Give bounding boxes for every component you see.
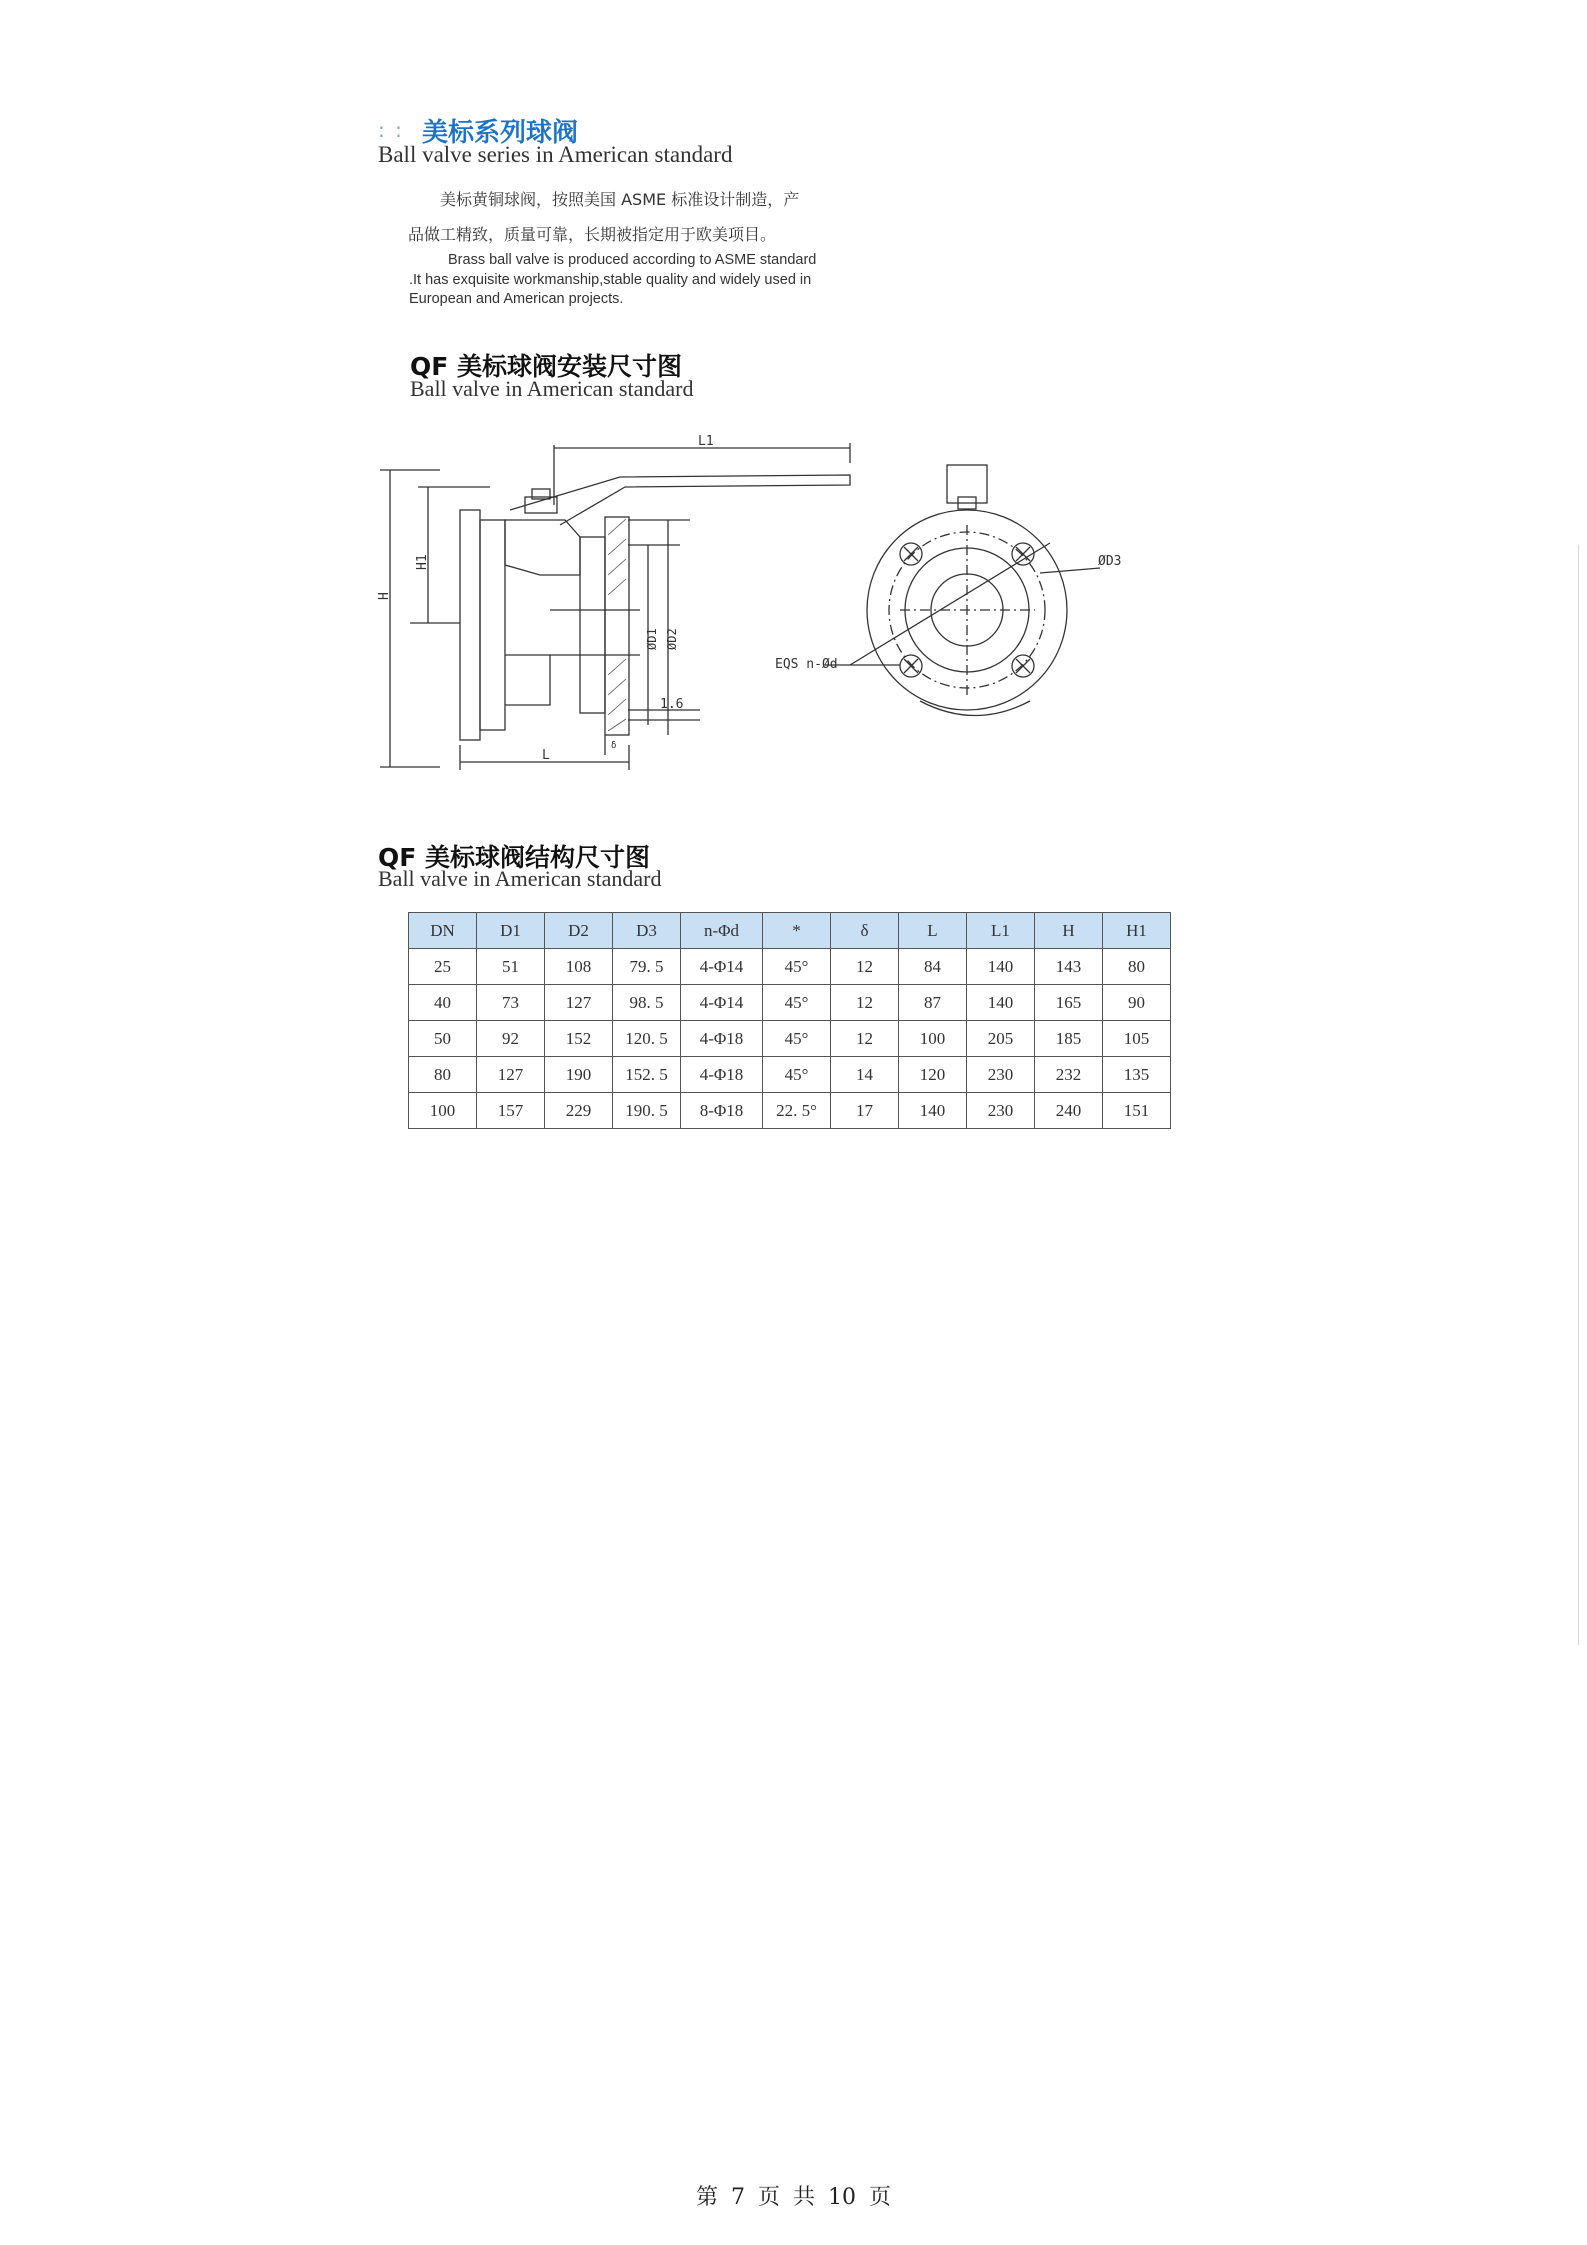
cell: 80 [409, 1057, 477, 1093]
cell: 4-Φ18 [681, 1057, 763, 1093]
header-d3: D3 [613, 913, 681, 949]
cell: 45° [763, 985, 831, 1021]
cell: 185 [1035, 1021, 1103, 1057]
cell: 190 [545, 1057, 613, 1093]
cell: 92 [477, 1021, 545, 1057]
intro-en-line-2: .It has exquisite workmanship,stable quality and widely used in [409, 272, 812, 288]
cell: 100 [899, 1021, 967, 1057]
label-h1: H1 [415, 554, 430, 570]
valve-installation-drawing [377, 425, 1150, 785]
cell: 140 [899, 1093, 967, 1129]
install-section-title: QF 美标球阀安装尺寸图 [410, 352, 683, 381]
cell: 120. 5 [613, 1021, 681, 1057]
label-eqs: EQS n-Ød [775, 657, 838, 672]
header-l: L [899, 913, 967, 949]
cell: 4-Φ18 [681, 1021, 763, 1057]
cell: 240 [1035, 1093, 1103, 1129]
label-h: H [377, 592, 392, 600]
cell: 45° [763, 1021, 831, 1057]
cell: 190. 5 [613, 1093, 681, 1129]
cell: 45° [763, 949, 831, 985]
cell: 127 [477, 1057, 545, 1093]
cell: 87 [899, 985, 967, 1021]
structure-section-subtitle: Ball valve in American standard [378, 866, 662, 891]
header-l1: L1 [967, 913, 1035, 949]
label-l1: L1 [698, 434, 714, 449]
cell: 229 [545, 1093, 613, 1129]
dimension-table [408, 912, 1171, 1129]
cell: 51 [477, 949, 545, 985]
cell: 4-Φ14 [681, 949, 763, 985]
intro-cn-line-2: 品做工精致，质量可靠，长期被指定用于欧美项目。 [408, 225, 777, 244]
cell: 73 [477, 985, 545, 1021]
header-dots: : : [378, 118, 404, 142]
page-number-footer: 第 7 页 共 10 页 [696, 2185, 891, 2210]
header-delta: δ [831, 913, 899, 949]
cell: 40 [409, 985, 477, 1021]
cell: 22. 5° [763, 1093, 831, 1129]
cell: 17 [831, 1093, 899, 1129]
cell: 8-Φ18 [681, 1093, 763, 1129]
header-d1: D1 [477, 913, 545, 949]
cell: 152. 5 [613, 1057, 681, 1093]
header-dn: DN [409, 913, 477, 949]
cell: 12 [831, 985, 899, 1021]
cell: 135 [1103, 1057, 1171, 1093]
header-title-cn: 美标系列球阀 [422, 118, 579, 148]
table-row [409, 985, 1171, 1021]
cell: 140 [967, 949, 1035, 985]
header-angle: * [763, 913, 831, 949]
cell: 105 [1103, 1021, 1171, 1057]
cell: 120 [899, 1057, 967, 1093]
cell: 108 [545, 949, 613, 985]
header-h1: H1 [1103, 913, 1171, 949]
cell: 230 [967, 1057, 1035, 1093]
install-section-subtitle: Ball valve in American standard [410, 376, 694, 401]
cell: 80 [1103, 949, 1171, 985]
cell: 12 [831, 949, 899, 985]
cell: 205 [967, 1021, 1035, 1057]
cell: 165 [1035, 985, 1103, 1021]
cell: 157 [477, 1093, 545, 1129]
label-l: L [542, 748, 550, 763]
header-d2: D2 [545, 913, 613, 949]
cell: 79. 5 [613, 949, 681, 985]
intro-cn-line-1: 美标黄铜球阀，按照美国 ASME 标准设计制造，产 [440, 190, 800, 209]
cell: 230 [967, 1093, 1035, 1129]
intro-en-line-3: European and American projects. [409, 291, 624, 307]
cell: 84 [899, 949, 967, 985]
table-header-row [409, 913, 1171, 949]
cell: 50 [409, 1021, 477, 1057]
cell: 4-Φ14 [681, 985, 763, 1021]
cell: 12 [831, 1021, 899, 1057]
cell: 25 [409, 949, 477, 985]
label-d1: ØD1 [645, 628, 659, 650]
cell: 45° [763, 1057, 831, 1093]
cell: 151 [1103, 1093, 1171, 1129]
cell: 143 [1035, 949, 1103, 985]
cell: 152 [545, 1021, 613, 1057]
cell: 100 [409, 1093, 477, 1129]
label-d3: ØD3 [1098, 554, 1122, 569]
intro-en-line-1: Brass ball valve is produced according to ASME standard [448, 252, 817, 268]
header-h: H [1035, 913, 1103, 949]
page-edge-line [1578, 545, 1579, 1645]
cell: 232 [1035, 1057, 1103, 1093]
header-n-d: n-Φd [681, 913, 763, 949]
cell: 127 [545, 985, 613, 1021]
cell: 14 [831, 1057, 899, 1093]
table-row [409, 1021, 1171, 1057]
table-row [409, 1093, 1171, 1129]
header-title-en: Ball valve series in American standard [378, 142, 733, 167]
label-d2: ØD2 [665, 628, 679, 650]
cell: 140 [967, 985, 1035, 1021]
label-1-6: 1.6 [660, 697, 684, 712]
cell: 90 [1103, 985, 1171, 1021]
cell: 98. 5 [613, 985, 681, 1021]
structure-section-title: QF 美标球阀结构尺寸图 [378, 843, 651, 872]
label-delta: δ [611, 741, 617, 751]
table-row [409, 949, 1171, 985]
table-row [409, 1057, 1171, 1093]
